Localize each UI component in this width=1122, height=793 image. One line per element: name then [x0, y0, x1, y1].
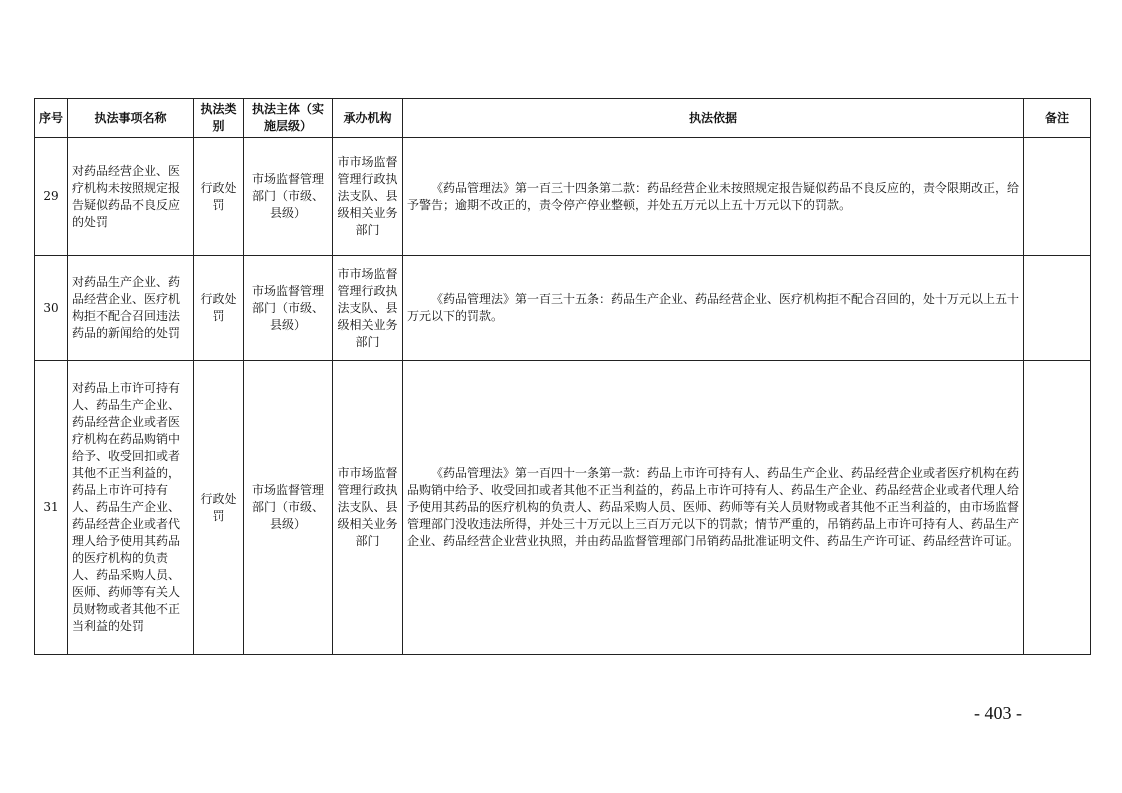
header-subject: 执法主体（实施层级） [244, 99, 333, 138]
header-row [35, 99, 1091, 138]
row-subject: 市场监督管理部门（市级、县级） [244, 138, 333, 256]
row-seq: 31 [35, 361, 68, 655]
row-remark [1024, 361, 1091, 655]
row-basis [403, 256, 1024, 361]
row-basis-text: 《药品管理法》第一百三十四条第二款：药品经营企业未按照规定报告疑似药品不良反应的，责令限期改正，给予警告；逾期不改正的，责令停产停业整顿，并处五万元以上五十万元以下的罚款。 [407, 180, 1020, 212]
row-agency: 市市场监督管理行政执法支队、县级相关业务部门 [333, 138, 403, 256]
row-category: 行政处罚 [194, 138, 244, 256]
row-remark [1024, 138, 1091, 256]
row-category: 行政处罚 [194, 256, 244, 361]
row-item-name: 对药品上市许可持有人、药品生产企业、药品经营企业或者医疗机构在药品购销中给予、收受回扣或者其他不正当利益的，药品上市许可持有人、药品生产企业、药品经营企业或者代理人给予使用其药品的医疗机构的负责人、药品采购人员、医师、药师等有关人员财物或者其他不正当利益的处罚 [68, 361, 194, 655]
row-seq: 29 [35, 138, 68, 256]
header-item-name: 执法事项名称 [68, 99, 194, 138]
row-basis-text: 《药品管理法》第一百四十一条第一款：药品上市许可持有人、药品生产企业、药品经营企业或者医疗机构在药品购销中给予、收受回扣或者其他不正当利益的，药品上市许可持有人、药品生产企业、药品经营企业或者代理人给予使用其药品的医疗机构的负责人、药品采购人员、医师、药师等有关人员财物或者其他不正当利益的，由市场监督管理部门没收违法所得，并处三十万元以上三百万元以下的罚款；情节严重的，吊销药品上市许可持有人、药品生产企业、药品经营企业营业执照，并由药品监督管理部门吊销药品批准证明文件、药品生产许可证、药品经营许可证。 [407, 466, 1020, 548]
header-basis: 执法依据 [403, 99, 1024, 138]
row-category: 行政处罚 [194, 361, 244, 655]
table-row [35, 138, 1091, 256]
row-item-name: 对药品生产企业、药品经营企业、医疗机构拒不配合召回违法药品的新闻给的处罚 [68, 256, 194, 361]
table-row [35, 361, 1091, 655]
row-agency: 市市场监督管理行政执法支队、县级相关业务部门 [333, 256, 403, 361]
table-row [35, 256, 1091, 361]
header-seq: 序号 [35, 99, 68, 138]
row-basis [403, 138, 1024, 256]
row-agency: 市市场监督管理行政执法支队、县级相关业务部门 [333, 361, 403, 655]
row-basis-text: 《药品管理法》第一百三十五条：药品生产企业、药品经营企业、医疗机构拒不配合召回的，处十万元以上五十万元以下的罚款。 [407, 292, 1020, 323]
row-remark [1024, 256, 1091, 361]
row-subject: 市场监督管理部门（市级、县级） [244, 361, 333, 655]
header-agency: 承办机构 [333, 99, 403, 138]
page-number: - 403 - [974, 703, 1022, 723]
row-item-name: 对药品经营企业、医疗机构未按照规定报告疑似药品不良反应的处罚 [68, 138, 194, 256]
row-subject: 市场监督管理部门（市级、县级） [244, 256, 333, 361]
header-category: 执法类别 [194, 99, 244, 138]
row-basis [403, 361, 1024, 655]
enforcement-table [34, 98, 1091, 655]
header-remark: 备注 [1024, 99, 1091, 138]
row-seq: 30 [35, 256, 68, 361]
